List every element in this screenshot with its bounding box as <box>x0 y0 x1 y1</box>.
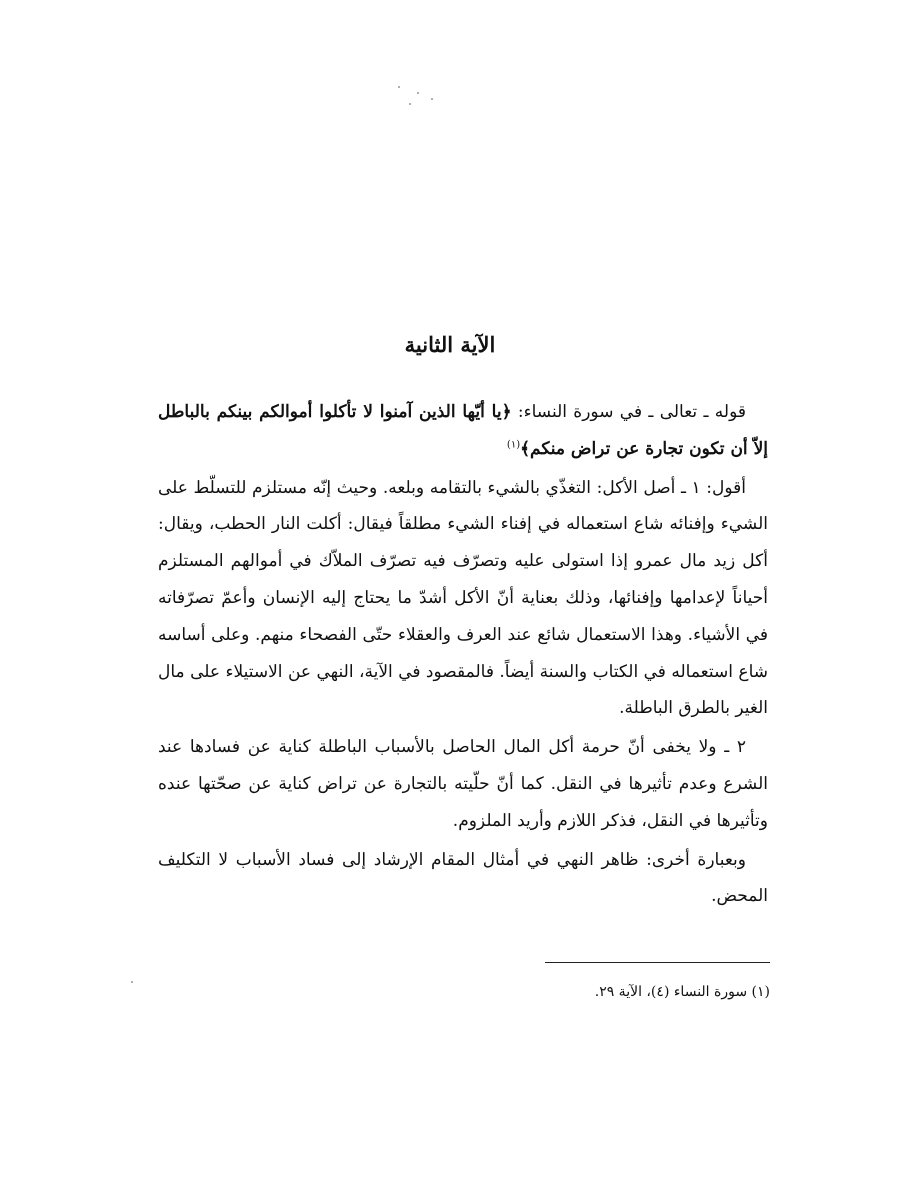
verse-intro: قوله ـ تعالى ـ في سورة النساء: <box>511 402 746 422</box>
scan-speck <box>398 86 400 88</box>
main-text <box>158 394 768 917</box>
section-title: الآية الثانية <box>404 332 496 357</box>
quran-verse: ﴿يا أيّها الذين آمنوا لا تأكلوا أموالكم بينكم بالباطل إلاّ أن تكون تجارة عن تراض منكم﴾ <box>158 402 768 459</box>
paragraph-1: أقول: ١ ـ أصل الأكل: التغذّي بالشيء بالتقامه وبلعه. وحيث إنّه مستلزم للتسلّط على الشيء وإفنائه شاع استعماله في إفناء الشيء مطلقاً فيقال: أكلت النار الحطب، ويقال: أكل زيد مال عمرو إذا استولى عليه وتصرّف فيه تصرّف الملاّك في أموالهم المستلزم أحياناً لإعدامها وإفنائها، وذلك بعناية أنّ الأكل أشدّ ما يحتاج إليه الإنسان وأعمّ تصرّفاته في الأشياء. وهذا الاستعمال شائع عند العرف والعقلاء حتّى الفصحاء منهم. وعلى أساسه شاع استعماله في الكتاب والسنة أيضاً. فالمقصود في الآية، النهي عن الاستيلاء على مال الغير بالطرق الباطلة. <box>158 477 768 719</box>
scan-speck <box>409 103 411 105</box>
footnote-divider <box>545 962 770 963</box>
footnote: (١) سورة النساء (٤)، الآية ٢٩. <box>594 984 770 1000</box>
paragraph-2: ٢ ـ ولا يخفى أنّ حرمة أكل المال الحاصل بالأسباب الباطلة كناية عن فسادها عند الشرع وعدم تأثيرها في النقل. كما أنّ حلّيته بالتجارة عن تراض كناية عن صحّتها عنده وتأثيرها في النقل، فذكر اللازم وأريد الملزوم. <box>158 737 768 831</box>
scan-speck <box>431 98 433 100</box>
scan-speck <box>417 92 419 94</box>
paragraph-verse <box>158 394 768 468</box>
footnote-ref: (١) <box>506 439 521 451</box>
paragraph-3: وبعبارة أخرى: ظاهر النهي في أمثال المقام الإرشاد إلى فساد الأسباب لا التكليف المحض. <box>158 849 768 907</box>
scan-speck <box>131 981 133 983</box>
